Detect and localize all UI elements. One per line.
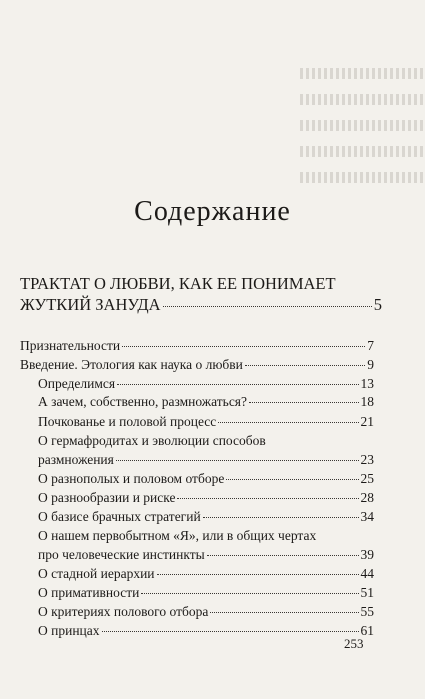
- toc-entry: [38, 526, 374, 564]
- entry-title: О примативности: [38, 585, 140, 600]
- page-number: 21: [360, 414, 374, 429]
- toc-entry: [38, 621, 374, 640]
- entry-title: О базисе брачных стратегий: [38, 509, 201, 524]
- leader-dots: [177, 498, 358, 499]
- page-number: 18: [360, 394, 374, 409]
- folio-page-number: 253: [344, 636, 364, 651]
- leader-dots: [163, 306, 372, 307]
- toc-entry: [38, 431, 374, 469]
- entry-title: Почкованье и половой процесс: [38, 414, 217, 429]
- entry-title-continued: размножения: [38, 452, 114, 467]
- leader-dots: [117, 384, 358, 385]
- entry-title: О разнополых и половом отборе: [38, 471, 225, 486]
- page-number: 55: [360, 604, 374, 619]
- page-number: 13: [360, 376, 374, 391]
- bleed-through-text: [300, 172, 425, 183]
- entry-title: О стадной иерархии: [38, 566, 155, 581]
- page-number: 5: [373, 295, 382, 314]
- toc-entry: [38, 392, 374, 411]
- toc-entry: [20, 355, 374, 374]
- leader-dots: [218, 422, 358, 423]
- toc-entry: [38, 469, 374, 488]
- part-title-line-1: ТРАКТАТ О ЛЮБВИ, КАК ЕЕ ПОНИМАЕТ: [20, 274, 336, 293]
- leader-dots: [157, 574, 359, 575]
- toc-entry: [38, 412, 374, 431]
- leader-dots: [141, 593, 358, 594]
- entry-title: О критериях полового отбора: [38, 604, 209, 619]
- entry-title: Введение. Этология как наука о любви: [20, 357, 243, 372]
- leader-dots: [116, 460, 359, 461]
- bleed-through-text: [300, 120, 425, 131]
- leader-dots: [210, 612, 358, 613]
- toc-entry: [20, 336, 374, 355]
- leader-dots: [203, 517, 359, 518]
- page-number: 51: [360, 585, 374, 600]
- leader-dots: [207, 555, 359, 556]
- page-number: 61: [360, 623, 374, 638]
- entry-title: Определимся: [38, 376, 116, 391]
- entry-title: О принцах: [38, 623, 100, 638]
- page-number: 28: [360, 490, 374, 505]
- page-title: Содержание: [134, 196, 291, 227]
- bleed-through-text: [300, 146, 425, 157]
- page-number: 44: [360, 566, 374, 581]
- toc-entry: [38, 583, 374, 602]
- part-title-line-2: ЖУТКИЙ ЗАНУДА: [20, 295, 161, 314]
- bleed-through-text: [300, 68, 425, 79]
- toc-part-title: [20, 273, 382, 315]
- entry-title: Признательности: [20, 338, 121, 353]
- page-number: 39: [360, 547, 374, 562]
- entry-title: А зачем, собственно, размножаться?: [38, 394, 248, 409]
- leader-dots: [245, 365, 365, 366]
- page-number: 7: [367, 338, 374, 353]
- entry-title: О гермафродитах и эволюции способов: [38, 433, 266, 448]
- toc-entry: [38, 602, 374, 621]
- leader-dots: [249, 402, 358, 403]
- toc-entry: [38, 507, 374, 526]
- leader-dots: [122, 346, 365, 347]
- page-number: 9: [367, 357, 374, 372]
- entry-title-continued: про человеческие инстинкты: [38, 547, 205, 562]
- toc-entry: [38, 564, 374, 583]
- entry-title: О разнообразии и риске: [38, 490, 176, 505]
- bleed-through-text: [300, 94, 425, 105]
- entry-title: О нашем первобытном «Я», или в общих чертах: [38, 528, 317, 543]
- leader-dots: [102, 631, 359, 632]
- page-number: 34: [360, 509, 374, 524]
- page-number: 23: [360, 452, 374, 467]
- toc-entry: [38, 374, 374, 393]
- leader-dots: [226, 479, 358, 480]
- toc-entry: [38, 488, 374, 507]
- page-number: 25: [360, 471, 374, 486]
